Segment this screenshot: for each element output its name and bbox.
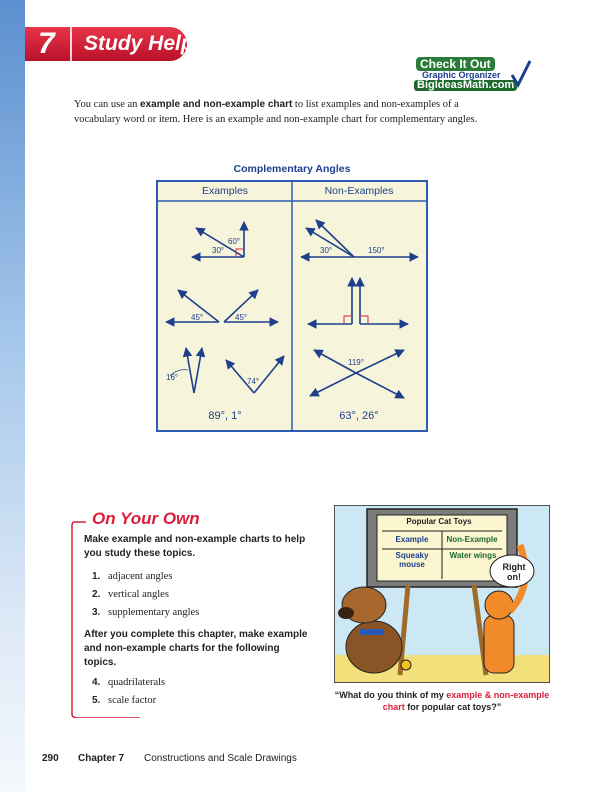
list-item: 5. scale factor (92, 695, 157, 706)
intro-paragraph: You can use an example and non-example chart to list examples and non-examples of a vocabulary word or item. Here is an example and non-example chart for complementary angles. (74, 99, 478, 125)
nonex-c-ray-4 (310, 373, 356, 396)
big-ideas-math-label: BigIdeasMath.com (414, 80, 517, 91)
speech-bubble-text: Right on! (502, 562, 526, 582)
list-item: 1. adjacent angles (92, 571, 173, 582)
checkmark-icon (510, 59, 532, 89)
cartoon-caption: “What do you think of my example & non-example chart for popular cat toys?” (334, 690, 550, 712)
nonex-a-small-label: 30° (320, 246, 333, 255)
ex-b-left-label: 45° (191, 313, 204, 322)
check-it-out-label: Check It Out (416, 57, 495, 71)
on-your-own-prompt-2: After you complete this chapter, make example and non-example charts for the following topics. (84, 629, 308, 668)
footer-chapter-title: Constructions and Scale Drawings (144, 753, 297, 764)
ex-a-large-label: 60° (228, 237, 241, 246)
ex-a-small-label: 30° (212, 246, 225, 255)
nonex-b-right-mark-2 (360, 316, 368, 324)
ex-b-right-label: 45° (235, 313, 248, 322)
nonex-c-angle-label: 119° (348, 358, 364, 367)
chapter-number: 7 (38, 27, 55, 60)
intro-bold-term: example and non-example chart (140, 99, 293, 110)
check-it-out-link[interactable] (414, 57, 534, 91)
graphic-organizer-label: Graphic Organizer (422, 70, 501, 80)
page-number: 290 (42, 753, 59, 764)
ex-c-right-label: 74° (247, 377, 260, 386)
nonex-a-large-label: 150° (368, 246, 385, 255)
ex-c-ray-1 (186, 348, 194, 393)
nonex-c-ray-2 (356, 373, 404, 398)
chart-title: Complementary Angles (233, 163, 351, 175)
footer-chapter: Chapter 7 (78, 753, 125, 764)
sign-title: Popular Cat Toys (406, 517, 472, 526)
flower-icon (401, 660, 411, 670)
on-your-own-prompt-1: Make example and non-example charts to help you study these topics. (84, 534, 306, 559)
cartoon-illustration (334, 505, 550, 683)
page-title: Study Help (84, 32, 194, 55)
ex-c-ray-2 (194, 348, 202, 393)
on-your-own-title: On Your Own (92, 509, 200, 528)
nonex-b-right-mark-1 (344, 316, 352, 324)
chart-drawings (156, 180, 428, 432)
sign-nonexample-item: Water wings (449, 551, 497, 560)
ex-c-ray-4 (254, 356, 284, 393)
examples-header: Examples (201, 185, 249, 197)
ex-c-left-label: 16° (166, 373, 179, 382)
list-item: 3. supplementary angles (92, 607, 200, 618)
banner-divider (70, 27, 72, 61)
nonexamples-header: Non-Examples (324, 185, 394, 197)
sign-example-item: Squeaky mouse (395, 551, 429, 569)
examples-summary: 89°, 1° (208, 410, 242, 422)
sign-nonexample-header: Non-Example (446, 535, 498, 544)
sign-example-header: Example (395, 535, 429, 544)
list-item: 2. vertical angles (92, 589, 169, 600)
nonexamples-summary: 63°, 26° (339, 410, 379, 422)
list-item: 4. quadrilaterals (92, 677, 166, 688)
